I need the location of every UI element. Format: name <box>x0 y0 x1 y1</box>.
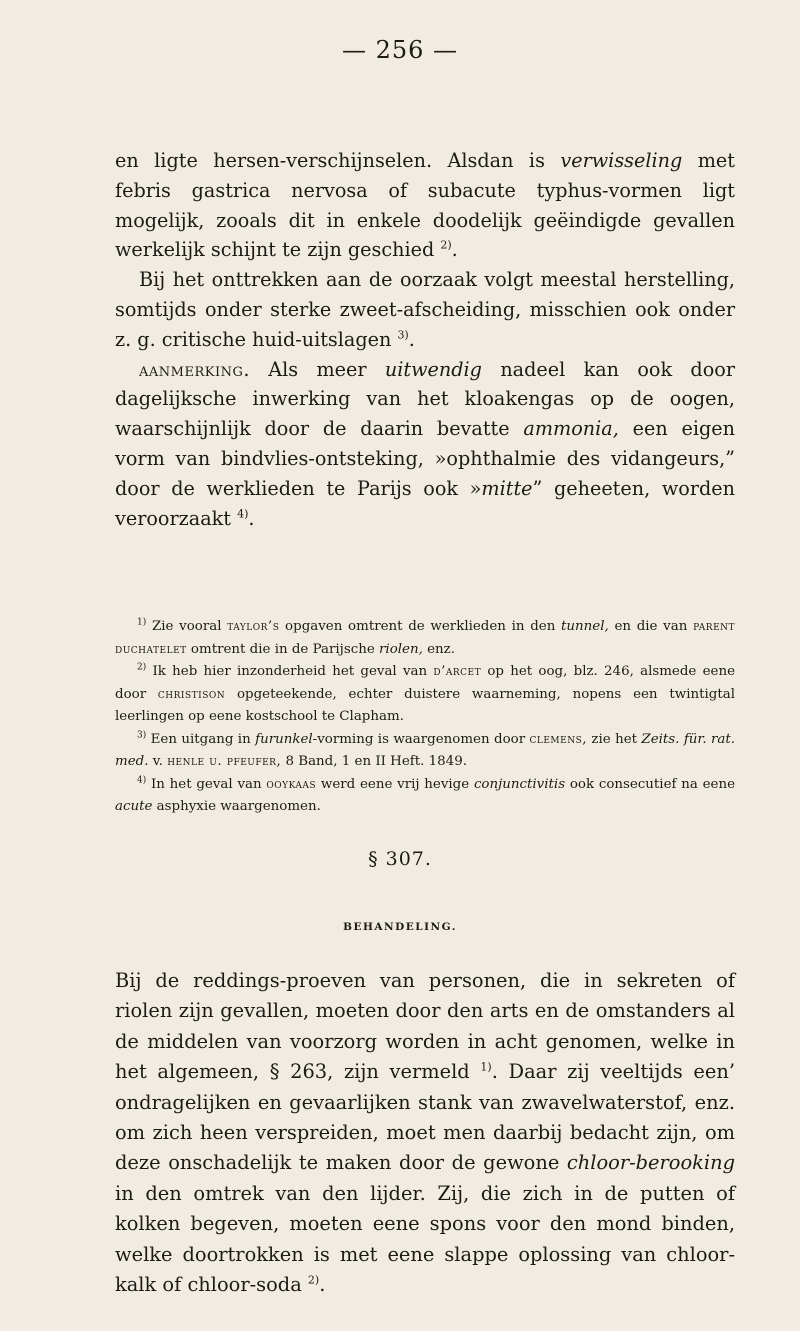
footnotes <box>115 616 735 819</box>
emphasis: riolen, <box>379 641 423 657</box>
text-run: In het geval van <box>146 776 267 792</box>
paragraph-2 <box>115 265 735 354</box>
author-name: ooykaas <box>266 776 317 792</box>
text-run: . <box>408 327 415 351</box>
section-title: BEHANDELING. <box>343 921 457 933</box>
paragraph-1 <box>115 146 735 265</box>
section-number: § 307. <box>368 848 432 870</box>
author-name: henle u. pfeufer, <box>167 754 282 769</box>
emphasis: verwisseling <box>560 149 683 172</box>
text-run: omtrent die in de Parijsche <box>186 641 380 657</box>
emphasis: conjunctivitis <box>473 776 566 792</box>
footnote-number: 2) <box>137 662 147 673</box>
text-run: . <box>248 506 255 530</box>
emphasis: acute <box>115 799 153 814</box>
emphasis: uitwendig <box>384 357 482 381</box>
text-run: Ik heb hier inzonderheid het geval van <box>146 664 434 679</box>
footnote-1 <box>115 616 735 661</box>
footnote-ref: 2) <box>307 1273 320 1287</box>
author-name: d’arcet <box>433 664 482 679</box>
text-run: Bij de reddings-proeven van personen, die in sekreten of riolen zijn gevallen, moeten door den arts en de omstanders al de middelen van voorzorg worden in acht genomen, welke in het algemeen, § 263, zijn vermeld <box>115 969 735 1084</box>
emphasis: ammonia, <box>523 417 619 441</box>
author-name: clemens, <box>529 731 588 747</box>
footnote-number: 4) <box>137 775 147 786</box>
text-run: en ligte hersen-verschijnselen. Alsdan is <box>115 149 561 172</box>
text-run: opgaven omtrent de werklieden in den <box>279 619 562 634</box>
text-run: Een uitgang in <box>146 731 256 747</box>
text-run: ook consecutief na eene <box>565 776 735 792</box>
emphasis: chloor-berooking <box>566 1151 735 1175</box>
text-run: asphyxie waargenomen. <box>152 799 321 814</box>
text-run: een eigen vorm van bindvlies-ontsteking, »ophthalmie des vidangeurs,” door de werklieden te Parijs ook » <box>115 417 735 500</box>
text-run: ” geheeten, worden veroorzaakt <box>115 476 735 530</box>
footnote-ref: 2) <box>440 239 452 252</box>
text-run: Bij het onttrekken aan de oorzaak volgt meestal herstelling, somtijds onder sterke zweet-afscheiding, misschien ook onder z. g. critische huid-uitslagen <box>115 268 735 351</box>
emphasis: Zeits. für. rat. med. <box>115 731 736 769</box>
footnote-2 <box>115 661 735 729</box>
author-name: christison <box>157 686 226 702</box>
text-run: enz. <box>422 641 455 657</box>
author-name: parent duchatelet <box>115 619 736 657</box>
footnote-4 <box>115 774 735 819</box>
text-run: werd eene vrij hevige <box>316 776 474 792</box>
author-name: taylor’s <box>227 619 280 634</box>
emphasis: mitte <box>481 476 533 500</box>
text-run: zie het <box>587 731 642 747</box>
footnote-ref: 4) <box>237 507 249 521</box>
text-run: . <box>451 238 458 262</box>
paragraph-4 <box>115 966 735 1300</box>
page-number: — 256 — <box>341 36 459 64</box>
text-run: in den omtrek van den lijder. Zij, die zich in de putten of kolken begeven, moeten eene spons voor den mond binden, welke doortrokken is met eene slappe oplossing van chloor-kalk of chloor-soda <box>115 1181 735 1297</box>
text-run: nadeel kan ook door dagelijksche inwerking van het kloakengas op de oogen, waarschijnlijk door de daarin bevatte <box>115 357 735 441</box>
text-run: met febris gastrica nervosa of subacute typhus-vormen ligt mogelijk, zooals dit in enkele doodelijk geëindigde gevallen werkelijk schijnt te zijn geschied <box>115 149 736 262</box>
paragraph-3 <box>115 355 735 534</box>
text-run: Zie vooral <box>146 619 228 634</box>
main-text-bottom <box>115 966 735 1300</box>
text-run: op het oog, blz. 246, alsmede eene door <box>115 664 736 702</box>
remark-label: aanmerking. <box>139 357 250 381</box>
emphasis: furunkel <box>255 731 313 747</box>
text-run: . Daar zij veeltijds een’ ondragelijken en gevaarlijken stank van zwavelwaterstof, enz. om zich heen verspreiden, moet men daarbij bedacht zijn, om deze onschadelijk te maken door de gewone <box>115 1060 736 1175</box>
text-run: opgeteekende, echter duistere waarneming, nopens een twintigtal leerlingen op eene kostschool te Clapham. <box>115 686 735 724</box>
footnote-number: 3) <box>137 730 147 741</box>
emphasis: tunnel, <box>561 619 609 634</box>
footnote-number: 1) <box>137 617 147 628</box>
text-run: 8 Band, 1 en II Heft. 1849. <box>281 754 467 769</box>
text-run: . <box>319 1273 326 1297</box>
main-text-top <box>115 146 735 533</box>
text-run: v. <box>148 754 168 769</box>
footnote-ref: 3) <box>397 328 409 342</box>
text-run: -vorming is waargenomen door <box>312 731 530 747</box>
footnote-ref: 1) <box>480 1060 492 1074</box>
text-run: en die van <box>608 619 694 634</box>
text-run: Als meer <box>249 357 385 381</box>
footnote-3 <box>115 729 735 774</box>
